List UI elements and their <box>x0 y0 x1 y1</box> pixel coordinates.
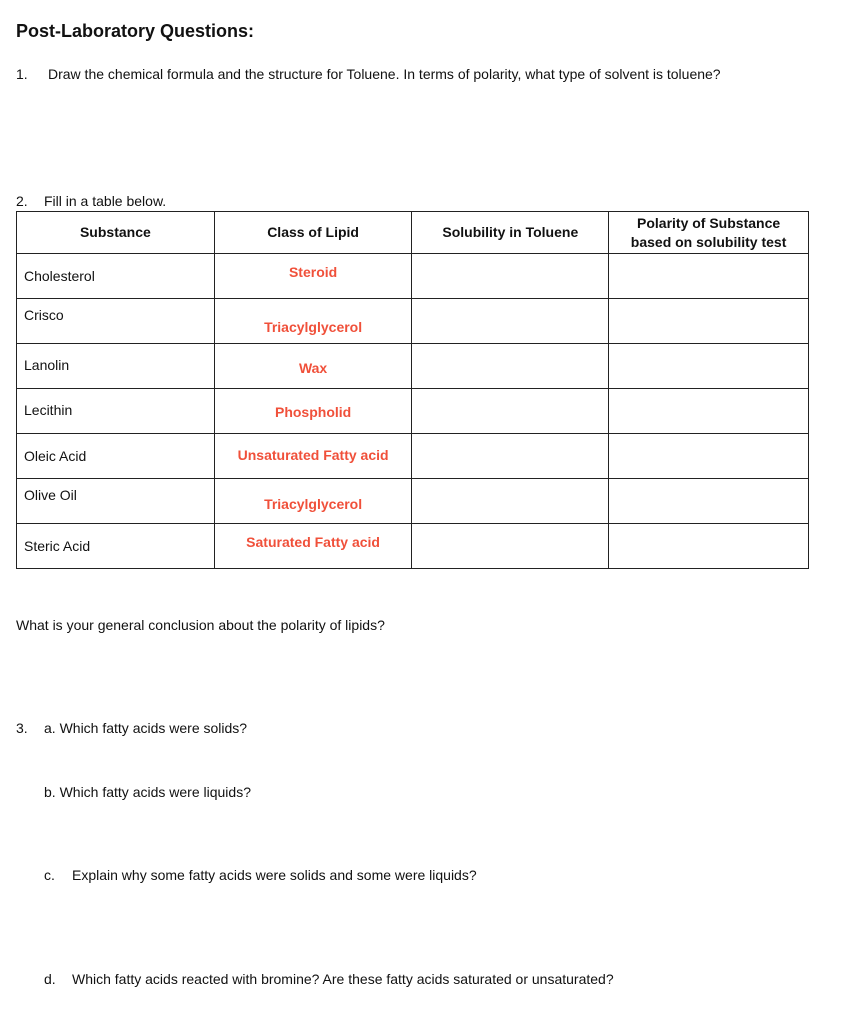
q3d-text: Which fatty acids reacted with bromine? Are these fatty acids saturated or unsaturated? <box>72 971 614 987</box>
lipid-class-answer: Wax <box>298 360 328 376</box>
lipid-table <box>16 211 809 569</box>
q3c-label: c. <box>44 867 55 883</box>
cell-substance <box>17 344 215 389</box>
cell-class <box>214 434 412 479</box>
cell-polarity[interactable] <box>609 299 809 344</box>
table-row <box>17 254 809 299</box>
table-row <box>17 479 809 524</box>
cell-polarity[interactable] <box>609 434 809 479</box>
substance-name: Olive Oil <box>24 487 77 503</box>
q3-number: 3. <box>16 720 28 736</box>
cell-class <box>214 299 412 344</box>
header-class: Class of Lipid <box>214 212 412 254</box>
cell-solubility[interactable] <box>412 389 609 434</box>
cell-class <box>214 344 412 389</box>
cell-solubility[interactable] <box>412 479 609 524</box>
substance-name: Cholesterol <box>24 268 95 284</box>
header-substance: Substance <box>17 212 215 254</box>
substance-name: Steric Acid <box>24 538 91 554</box>
q3d-label: d. <box>44 971 56 987</box>
q2-number: 2. <box>16 193 28 209</box>
q3b-text: b. Which fatty acids were liquids? <box>44 784 251 800</box>
table-row <box>17 299 809 344</box>
table-row <box>17 434 809 479</box>
substance-name: Crisco <box>24 307 64 323</box>
header-solubility: Solubility in Toluene <box>412 212 609 254</box>
cell-solubility[interactable] <box>412 434 609 479</box>
cell-substance <box>17 479 215 524</box>
lipid-class-answer: Phospholid <box>274 404 352 420</box>
table-row <box>17 389 809 434</box>
cell-polarity[interactable] <box>609 344 809 389</box>
cell-substance <box>17 254 215 299</box>
lipid-class-answer: Saturated Fatty acid <box>246 534 380 550</box>
cell-substance <box>17 524 215 569</box>
cell-class <box>214 389 412 434</box>
substance-name: Lanolin <box>24 357 70 373</box>
table-row <box>17 524 809 569</box>
q3a-text: a. Which fatty acids were solids? <box>44 720 248 736</box>
cell-polarity[interactable] <box>609 524 809 569</box>
substance-name: Lecithin <box>24 402 73 418</box>
lipid-class-answer: Steroid <box>288 264 338 280</box>
table-row <box>17 344 809 389</box>
q1-number: 1. <box>16 66 28 82</box>
lipid-class-answer: Triacylglycerol <box>264 496 363 512</box>
cell-substance <box>17 434 215 479</box>
q3c-text: Explain why some fatty acids were solids and some were liquids? <box>72 867 477 883</box>
cell-polarity[interactable] <box>609 479 809 524</box>
cell-solubility[interactable] <box>412 344 609 389</box>
cell-solubility[interactable] <box>412 254 609 299</box>
header-polarity: Polarity of Substance based on solubility test <box>609 212 809 254</box>
page-title: Post-Laboratory Questions: <box>16 21 255 41</box>
cell-solubility[interactable] <box>412 299 609 344</box>
lipid-class-answer: Unsaturated Fatty acid <box>237 447 389 463</box>
cell-class <box>214 254 412 299</box>
conclusion-question: What is your general conclusion about the polarity of lipids? <box>16 617 385 633</box>
cell-class <box>214 524 412 569</box>
cell-substance <box>17 299 215 344</box>
table-header-row <box>17 212 809 254</box>
cell-polarity[interactable] <box>609 389 809 434</box>
cell-substance <box>17 389 215 434</box>
cell-class <box>214 479 412 524</box>
q1-text: Draw the chemical formula and the structure for Toluene. In terms of polarity, what type of solvent is toluene? <box>48 66 721 82</box>
substance-name: Oleic Acid <box>24 448 87 464</box>
cell-solubility[interactable] <box>412 524 609 569</box>
cell-polarity[interactable] <box>609 254 809 299</box>
q2-text: Fill in a table below. <box>44 193 167 209</box>
lipid-class-answer: Triacylglycerol <box>264 319 363 335</box>
